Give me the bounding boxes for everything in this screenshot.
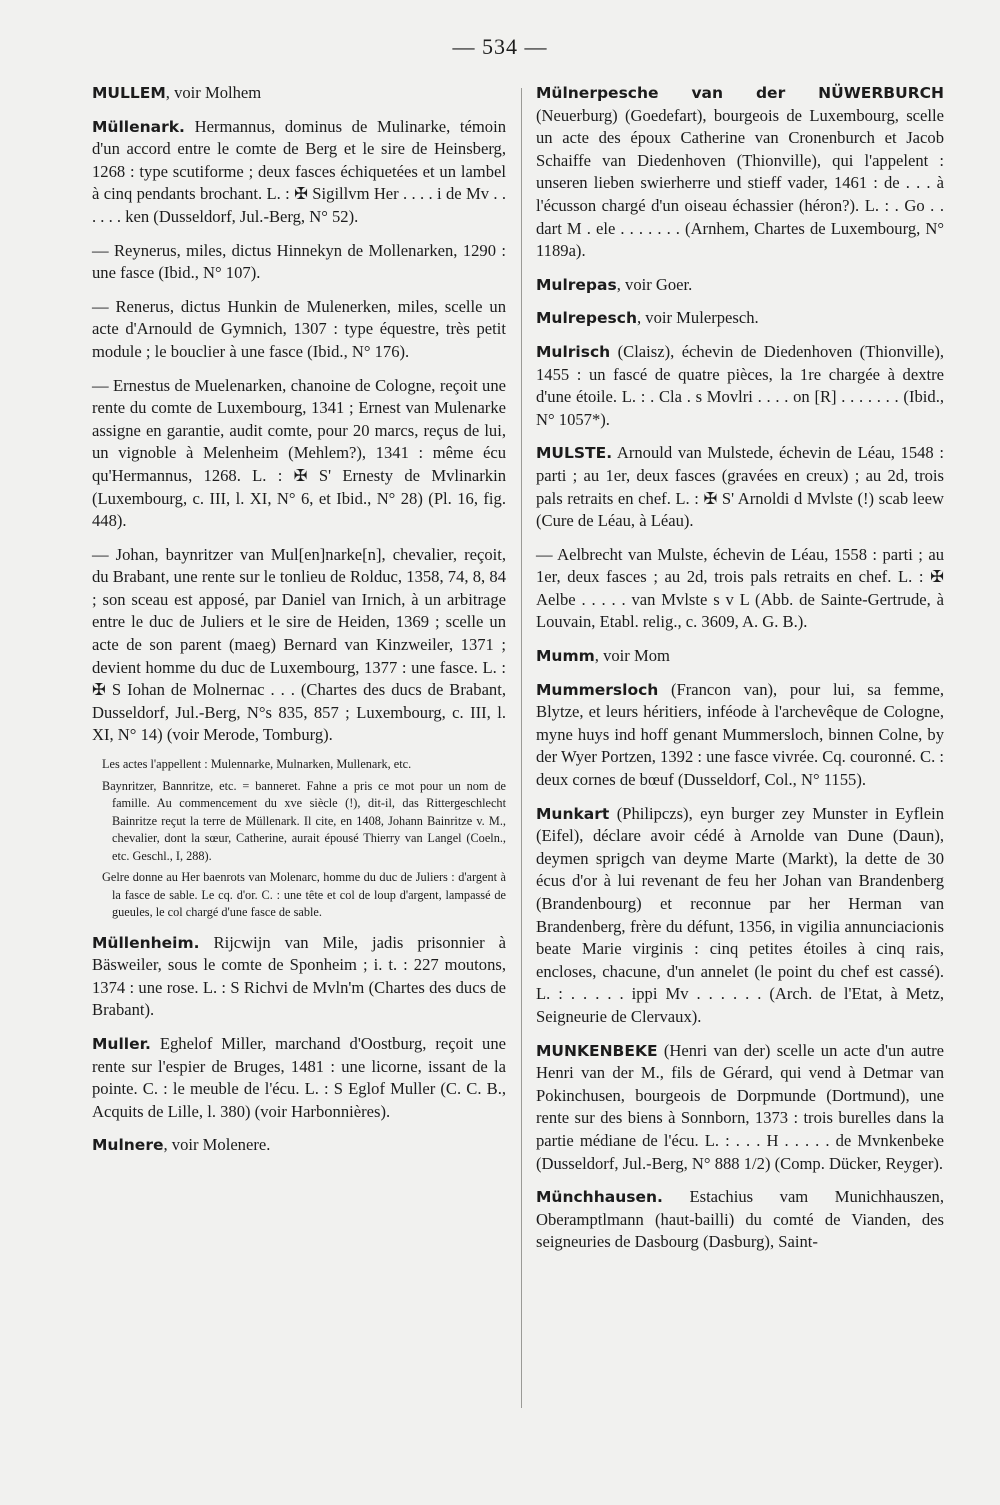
entry-mulrepesch [536,307,944,330]
headword: Mummersloch [536,680,659,699]
headword: Mulnere [92,1136,164,1155]
headword: Mulrepas [536,275,617,294]
entry-text: Eghelof Miller, marchand d'Oostburg, reçoit une rente sur l'espier de Bruges, 1481 : une licorne, issant de la pointe. C. : le meuble de l'écu. L. : S Eglof Muller (C. C. B., Acquits de Lille, l. 380) (voir Harbonnières). [92,1033,506,1121]
subentry-reynerus: — Reynerus, miles, dictus Hinnekyn de Mollenarken, 1290 : une fasce (Ibid., N° 107). [92,240,506,283]
right-column [536,82,944,1265]
subentry-johan: — Johan, baynritzer van Mul[en]narke[n], chevalier, reçoit, du Brabant, une rente sur le tonlieu de Rolduc, 1358, 74, 8, 84 ; son sceau est apposé, par Daniel van Irnich, à un arbitrage entre le duc de Juliers et le sire de Heiden, 1369 ; scelle un acte de son parent (maeg) Bernard van Kinzweiler, 1371 ; devient homme du duc de Luxembourg, 1377 : une fasce. L. : ✠ S Iohan de Molnernac . . . (Chartes des ducs de Brabant, Dusseldorf, Jul.-Berg, N°s 835, 857 ; Luxembourg, c. III, l. XI, N° 14) (voir Merode, Tomburg). [92,544,506,745]
subentry-aelbrecht: — Aelbrecht van Mulste, échevin de Léau, 1558 : parti ; au 1er, deux fasces ; au 2d, trois pals retraits en chef. L. : ✠ Aelbe . . . . . van Mvlste s v L (Abb. de Sainte-Gertrude, à Louvain, Etabl. relig., c. 3609, A. G. B.). [536,544,944,632]
footnote: Baynritzer, Bannritze, etc. = banneret. Fahne a pris ce mot pour un nom de famille. Au commencement du xve siècle (!), dit-il, das Rittergeschlecht Bainritze reçut la terre de Müllenark. Il cite, en 1408, Johann Bainritze v. M., chevalier, dont la sœur, Catherine, aurait épousé Thierry van Langel (Coeln., etc. Geschl., I, 288). [102,778,506,863]
entry-text: Rijcwijn van Mile, jadis prisonnier à Bäsweiler, sous le comte de Sponheim ; i. t. : 227 moutons, 1374 : une rose. L. : S Richvi de Mvln'm (Chartes des ducs de Brabant). [92,932,506,1020]
headword: Muller. [92,1034,151,1053]
entry-mumm [536,645,944,668]
entry-text: (Claisz), échevin de Diedenhoven (Thionville), 1455 : un fascé de quatre pièces, la 1re chargée à dextre d'une étoile. L. : . Cla . s Movlri . . . . on [R] . . . . . . . (Ibid., N° 1057*). [536,341,944,429]
entry-mulrepas [536,274,944,297]
entry-text: (Francon van), pour lui, sa femme, Blytze, et leurs héritiers, inféode à l'archevêque de Cologne, myne huys ind hoff genant Mummersloch, binnen Colne, by der Wyer Portzen, 1392 : une fasce vivrée. Cq. couronné. C. : deux cornes de bœuf (Dusseldorf, Col., N° 1155). [536,679,944,790]
entry-mulrisch [536,341,944,431]
entry-text: (Henri van der) scelle un acte d'un autre Henri van der M., fils de Gérard, qui vend à Detmar van Pokinchusen, bourgeois de Dorpmunde (Dortmund), une rente sur des biens à Sonnborn, 1373 : trois burelles dans la partie médiane de l'écu. L. : . . . H . . . . . de Mvnkenbeke (Dusseldorf, Jul.-Berg, N° 888 1/2) (Comp. Dücker, Reyger). [536,1040,944,1173]
footnote: Les actes l'appellent : Mulennarke, Mulnarken, Mullenark, etc. [102,757,412,772]
headword: Mumm [536,647,595,666]
entry-mummersloch [536,679,944,792]
entry-munchhausen [536,1186,944,1254]
entry-mulste [536,442,944,532]
entry-mullenark [92,116,506,229]
entry-text: , voir Molenere. [163,1135,271,1155]
left-column [92,82,506,1168]
entry-text: Hermannus, dominus de Mulinarke, témoin d'un accord entre le comte de Berg et le sire de Heinsberg, 1268 : type scutiforme ; deux fasces échiquetées et un lambel à cinq pendants brochant. L. : ✠ Sigillvm Her . . . . i de Mv . . . . . . ken (Dusseldorf, Jul.-Berg, N° 52). [92,116,506,226]
entry-text: Estachius vam Munichhauszen, Oberamptlmann (haut-bailli) du comté de Vianden, des seigneuries de Dasbourg (Dasburg), Saint- [536,1187,944,1252]
headword: Mülnerpesche van der NÜWERBURCH [536,84,944,102]
entry-mullem [92,82,506,105]
entry-text: , voir Molhem [165,83,262,102]
entry-mulnerpesche [536,82,944,263]
entry-text: , voir Mom [594,646,670,666]
headword: Münchhausen. [536,1188,663,1207]
page-number: — 534 — [452,34,548,59]
footnote: Gelre donne au Her baenrots van Molenarc, homme du duc de Juliers : d'argent à la fasce de sable. Le cq. d'or. C. : une tête et col de loup d'argent, lampassé de gueules, le col chargé d'une fasce de sable. [102,870,506,920]
entry-text: Arnould van Mulstede, échevin de Léau, 1548 : parti ; au 1er, deux fasces (gravées en creux) ; au 2d, trois pals retraits en chef. L. : ✠ S' Arnoldi d Mvlste (!) scab leew (Cure de Léau, à Léau). [536,443,944,531]
headword: MULSTE. [536,444,613,463]
entry-munkenbeke [536,1040,944,1176]
entry-mulnere [92,1134,506,1157]
headword: Müllenark. [92,117,185,136]
headword: MULLEM [92,84,166,102]
subentry-renerus: — Renerus, dictus Hunkin de Mulenerken, miles, scelle un acte d'Arnould de Gymnich, 1307 : type équestre, très petit module ; le bouclier à une fasce (Ibid., N° 176). [92,296,506,361]
entry-text: , voir Mulerpesch. [637,308,759,328]
headword: MUNKENBEKE [536,1041,658,1060]
headword: Müllenheim. [92,933,200,952]
headword: Mulrepesch [536,309,637,328]
entry-mullenheim [92,932,506,1022]
entry-muller [92,1033,506,1123]
entry-text: (Philipczs), eyn burger zey Munster in Eyflein (Eifel), déclare avoir cédé à Arnolde van Dune (Daun), deymen sprigch van deyme Marte (Markt), la dette de 30 écus d'or à lui revenant de feu her Johan van Brandenberg (Brandenbourg) et reconnue par her Herman van Brandenberg, frère du défunt, 1356, in vigilia annunciacionis beate Marie virginis : cinq petites étoiles à cinq rais, encloses, chacune, d'un annelet (le point du chef est cassé). L. : . . . . . ippi Mv . . . . . . (Arch. de l'Etat, à Metz, Seigneurie de Clervaux). [536,803,944,1026]
headword: Mulrisch [536,342,611,361]
subentry-ernestus: — Ernestus de Muelenarken, chanoine de Cologne, reçoit une rente du comte de Luxembourg, 1341 ; Ernest van Mulenarke assigne en garantie, audit comte, pour 20 marcs, reçus de lui, un vignoble à Melenheim (Mehlem?), 1341 : même écu qu'Hermannus, 1268. L. : ✠ S' Ernesty de Mvlinarkin (Luxembourg, c. III, l. XI, N° 6, et Ibid., N° 28) (Pl. 16, fig. 448). [92,375,506,531]
headword: Munkart [536,804,610,823]
footnotes [92,756,506,922]
entry-munkart [536,803,944,1029]
entry-text: , voir Goer. [616,274,693,294]
entry-text: (Neuerburg) (Goedefart), bourgeois de Luxembourg, scelle un acte des époux Catherine van Cronenburch et Jacob Schaiffe van Diedenhoven (Thionville), qui l'appelent : unseren lieben swierherre und stieff vader, 1461 : de . . . à l'écusson chargé d'un oiseau échassier (héron?). L. : . Go . . dart M . ele . . . . . . . (Arnhem, Chartes de Luxembourg, N° 1189a). [536,105,944,261]
column-divider [521,88,522,1408]
